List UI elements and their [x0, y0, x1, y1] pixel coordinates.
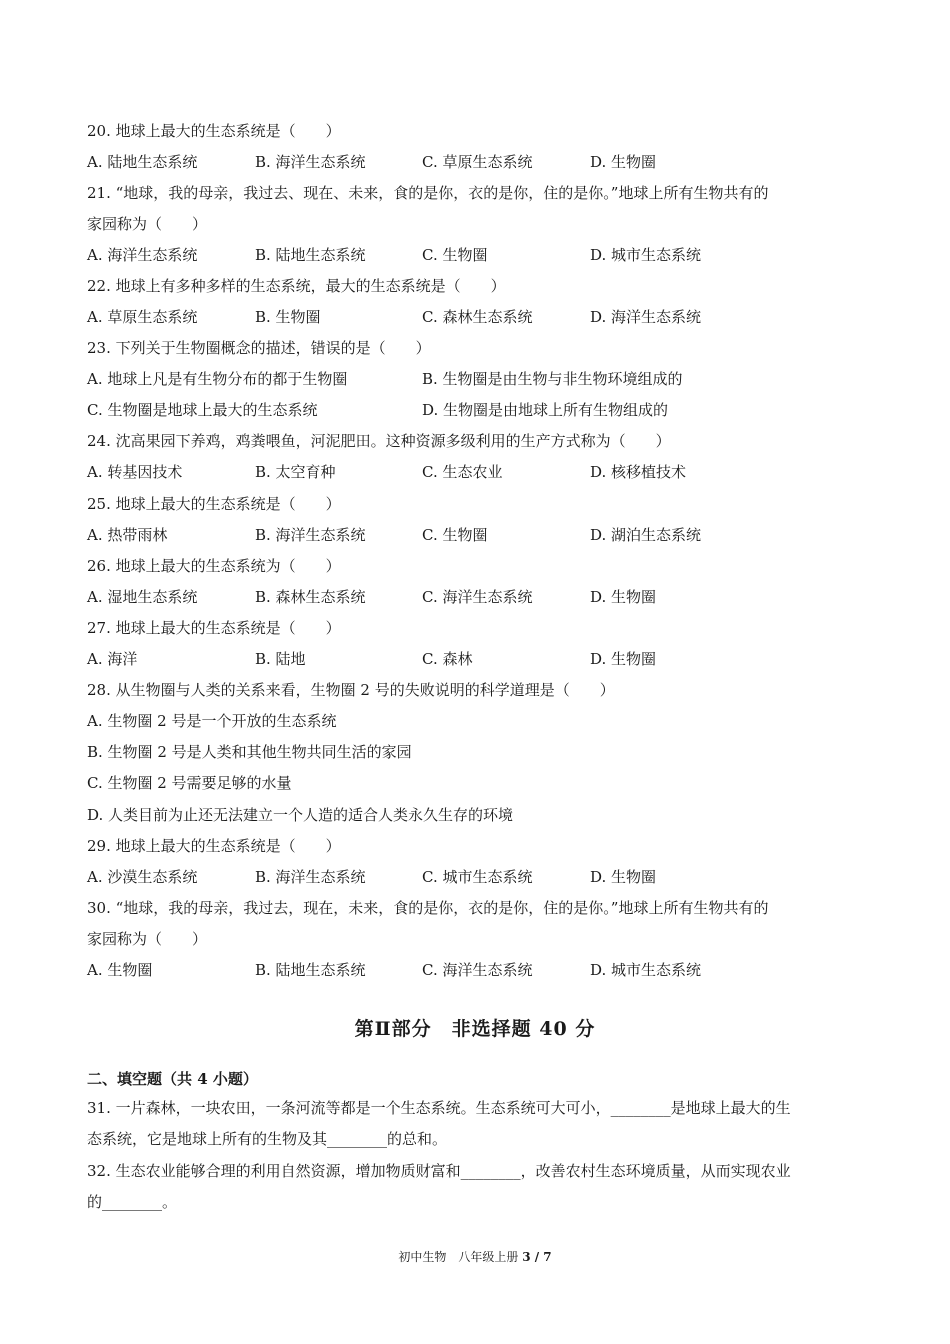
- question-27-option-b: B. 陆地: [255, 650, 306, 668]
- question-23-option-a: A. 地球上凡是有生物分布的都于生物圈: [87, 370, 348, 388]
- question-20-option-a: A. 陆地生态系统: [87, 153, 198, 171]
- question-20-option-c: C. 草原生态系统: [422, 153, 533, 171]
- question-20-stem: 20. 地球上最大的生态系统是（ ）: [87, 122, 341, 140]
- question-25-option-b: B. 海洋生态系统: [255, 526, 366, 544]
- question-27-option-d: D. 生物圈: [590, 650, 657, 668]
- question-24-option-d: D. 核移植技术: [590, 463, 687, 481]
- question-23-option-c: C. 生物圈是地球上最大的生态系统: [87, 401, 318, 419]
- question-24-option-c: C. 生态农业: [422, 463, 503, 481]
- question-26-stem: 26. 地球上最大的生态系统为（ ）: [87, 557, 341, 575]
- question-21-option-b: B. 陆地生态系统: [255, 246, 366, 264]
- page-number: 3 / 7: [522, 1250, 552, 1264]
- question-28-stem: 28. 从生物圈与人类的关系来看，生物圈 2 号的失败说明的科学道理是（ ）: [87, 681, 615, 699]
- question-25-option-a: A. 热带雨林: [87, 526, 168, 544]
- question-26-option-b: B. 森林生态系统: [255, 588, 366, 606]
- question-25-stem: 25. 地球上最大的生态系统是（ ）: [87, 495, 341, 513]
- question-28-option-d: D. 人类目前为止还无法建立一个人造的适合人类永久生存的环境: [87, 806, 514, 824]
- page-footer: [0, 1248, 950, 1265]
- question-23-option-d: D. 生物圈是由地球上所有生物组成的: [422, 401, 669, 419]
- question-29-option-d: D. 生物圈: [590, 868, 657, 886]
- question-21-stem-line2: 家园称为（ ）: [87, 215, 208, 233]
- question-32-line1: 32. 生态农业能够合理的利用自然资源，增加物质财富和________，改善农村生态环境质量，从而实现农业: [87, 1162, 791, 1180]
- question-25-option-c: C. 生物圈: [422, 526, 488, 544]
- question-28-option-a: A. 生物圈 2 号是一个开放的生态系统: [87, 712, 337, 730]
- section-2-title: 二、填空题（共 4 小题）: [87, 1070, 258, 1088]
- question-25-option-d: D. 湖泊生态系统: [590, 526, 702, 544]
- question-31-line1: 31. 一片森林，一块农田，一条河流等都是一个生态系统。生态系统可大可小，________是地球上最大的生: [87, 1099, 791, 1117]
- question-30-option-c: C. 海洋生态系统: [422, 961, 533, 979]
- question-29-option-b: B. 海洋生态系统: [255, 868, 366, 886]
- question-21-option-a: A. 海洋生态系统: [87, 246, 198, 264]
- question-31-line2: 态系统，它是地球上所有的生物及其________的总和。: [87, 1130, 448, 1148]
- question-20-option-d: D. 生物圈: [590, 153, 657, 171]
- part-2-title: 第Ⅱ部分 非选择题 40 分: [354, 1018, 596, 1040]
- footer-subject: 初中生物 八年级上册: [398, 1250, 519, 1264]
- question-30-option-d: D. 城市生态系统: [590, 961, 702, 979]
- question-21-option-c: C. 生物圈: [422, 246, 488, 264]
- question-24-stem: 24. 沈高果园下养鸡，鸡粪喂鱼，河泥肥田。这种资源多级利用的生产方式称为（ ）: [87, 432, 671, 450]
- question-32-line2: 的________。: [87, 1193, 178, 1211]
- question-27-stem: 27. 地球上最大的生态系统是（ ）: [87, 619, 341, 637]
- question-22-option-b: B. 生物圈: [255, 308, 321, 326]
- question-27-option-c: C. 森林: [422, 650, 473, 668]
- question-24-option-b: B. 太空育种: [255, 463, 336, 481]
- question-28-option-c: C. 生物圈 2 号需要足够的水量: [87, 774, 292, 792]
- question-30-option-b: B. 陆地生态系统: [255, 961, 366, 979]
- question-24-option-a: A. 转基因技术: [87, 463, 183, 481]
- question-28-option-b: B. 生物圈 2 号是人类和其他生物共同生活的家园: [87, 743, 412, 761]
- question-23-stem: 23. 下列关于生物圈概念的描述，错误的是（ ）: [87, 339, 431, 357]
- question-29-stem: 29. 地球上最大的生态系统是（ ）: [87, 837, 341, 855]
- question-26-option-d: D. 生物圈: [590, 588, 657, 606]
- question-22-stem: 22. 地球上有多种多样的生态系统，最大的生态系统是（ ）: [87, 277, 506, 295]
- question-26-option-a: A. 湿地生态系统: [87, 588, 198, 606]
- question-20-option-b: B. 海洋生态系统: [255, 153, 366, 171]
- question-23-option-b: B. 生物圈是由生物与非生物环境组成的: [422, 370, 683, 388]
- question-21-stem-line1: 21. “地球，我的母亲，我过去、现在、未来，食的是你，衣的是你，住的是你。”地球上所有生物共有的: [87, 184, 769, 202]
- question-30-stem-line1: 30. “地球，我的母亲，我过去，现在，未来，食的是你，衣的是你，住的是你。”地球上所有生物共有的: [87, 899, 769, 917]
- question-27-option-a: A. 海洋: [87, 650, 138, 668]
- question-30-stem-line2: 家园称为（ ）: [87, 930, 208, 948]
- question-29-option-a: A. 沙漠生态系统: [87, 868, 198, 886]
- question-22-option-d: D. 海洋生态系统: [590, 308, 702, 326]
- question-29-option-c: C. 城市生态系统: [422, 868, 533, 886]
- question-30-option-a: A. 生物圈: [87, 961, 153, 979]
- question-26-option-c: C. 海洋生态系统: [422, 588, 533, 606]
- question-21-option-d: D. 城市生态系统: [590, 246, 702, 264]
- question-22-option-a: A. 草原生态系统: [87, 308, 198, 326]
- question-22-option-c: C. 森林生态系统: [422, 308, 533, 326]
